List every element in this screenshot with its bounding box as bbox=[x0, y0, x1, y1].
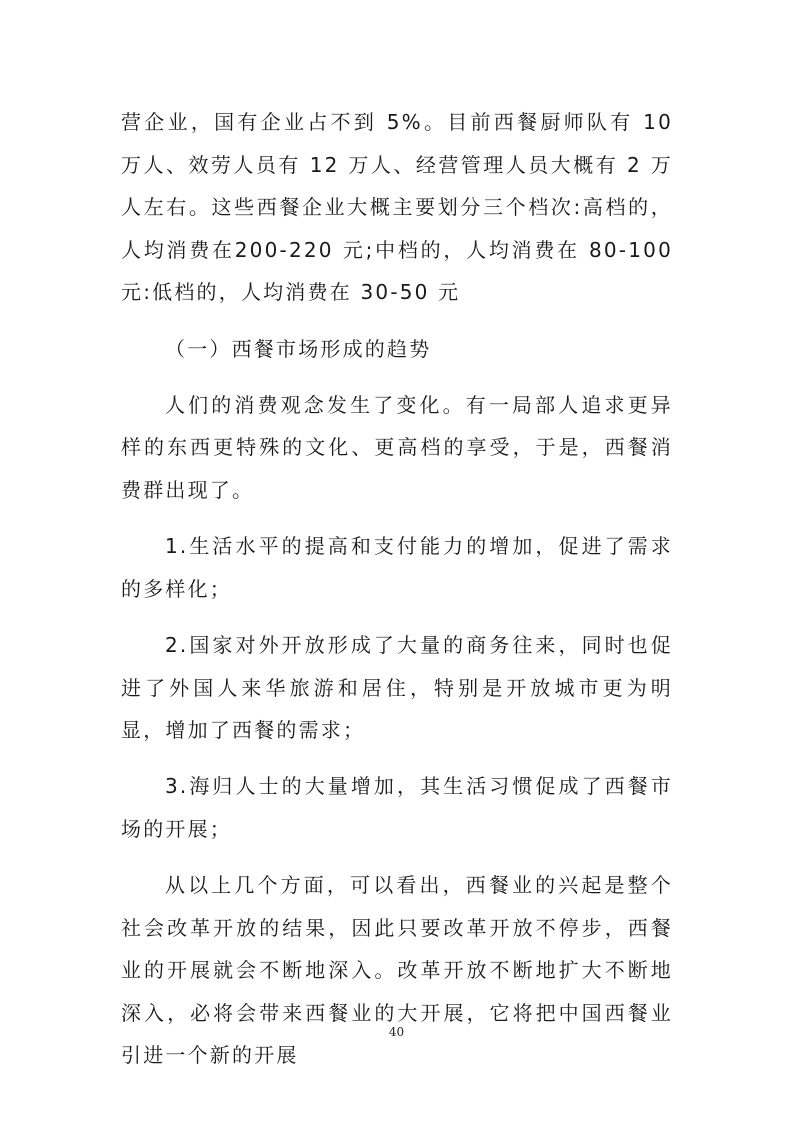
paragraph-continuation-statistics: 营企业，国有企业占不到 5%。目前西餐厨师队有 10 万人、效劳人员有 12 万人、经营管理人员大概有 2 万人左右。这些西餐企业大概主要划分三个档次:高档的，人均消费在200-220 元;中档的，人均消费在 80-100 元:低档的，人均消费在 30-50 元 bbox=[121, 110, 673, 305]
paragraph-consumption-change: 人们的消费观念发生了变化。有一局部人追求更异样的东西更特殊的文化、更高档的享受，于是，西餐消费群出现了。 bbox=[121, 392, 673, 502]
section-heading-western-food-trend: （一）西餐市场形成的趋势 bbox=[165, 336, 432, 361]
document-body bbox=[121, 101, 673, 1077]
paragraph-conclusion: 从以上几个方面，可以看出，西餐业的兴起是整个社会改革开放的结果，因此只要改革开放不停步，西餐业的开展就会不断地深入。改革开放不断地扩大不断地深入，必将会带来西餐业的大开展，它将把中国西餐业引进一个新的开展 bbox=[121, 873, 673, 1068]
list-item-returnees: 3.海归人士的大量增加，其生活习惯促成了西餐市场的开展； bbox=[121, 774, 673, 841]
page-number: 40 bbox=[388, 1025, 405, 1039]
list-item-opening-up: 2.国家对外开放形成了大量的商务往来，同时也促进了外国人来华旅游和居住，特别是开放城市更为明显，增加了西餐的需求； bbox=[121, 632, 673, 743]
list-item-living-standard: 1.生活水平的提高和支付能力的增加，促进了需求的多样化； bbox=[121, 534, 673, 601]
